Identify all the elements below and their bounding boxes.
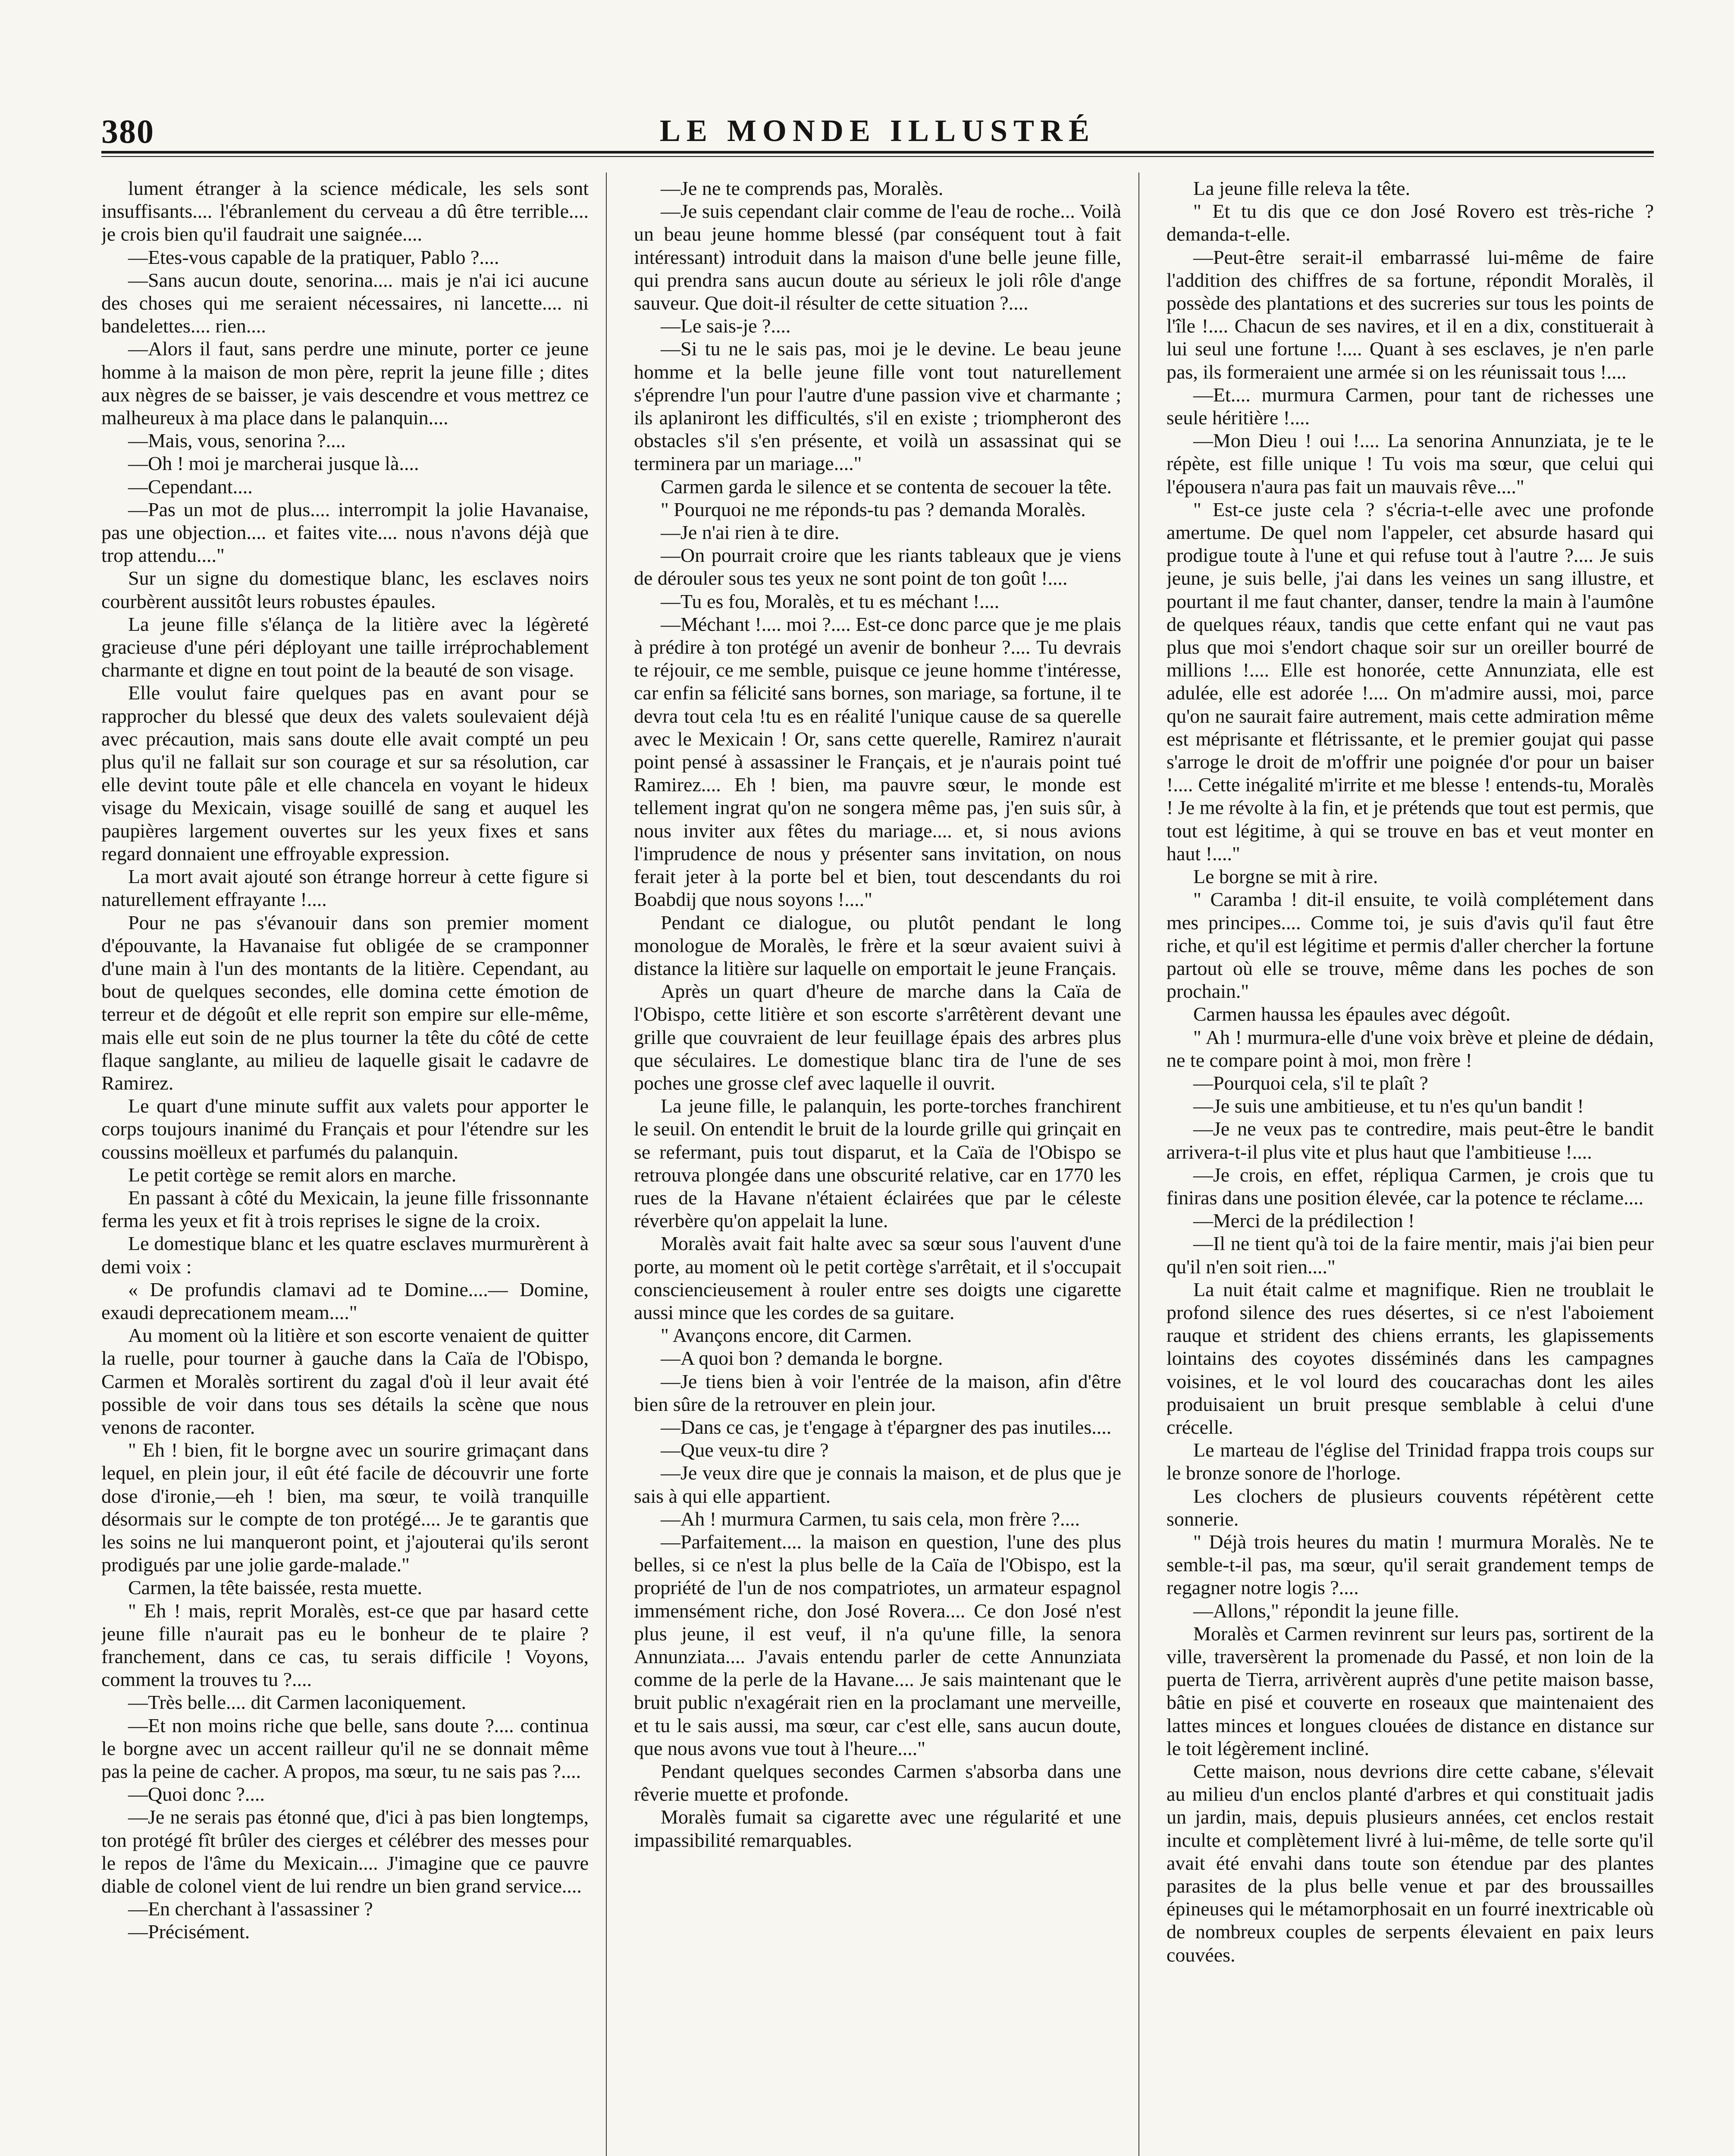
paragraph: " Avançons encore, dit Carmen. [661, 1324, 912, 1347]
paragraph: —Très belle.... dit Carmen laconiquement. [128, 1691, 466, 1714]
paragraph: —Je ne serais pas étonné que, d'ici à pas bien longtemps, ton protégé fît brûler des cierges et célébrer des messes pour le repos de l'âme du Mexicain.... J'imagine que ce pauvre diable de colonel vient de lui rendre un bien grand service.... [101, 1806, 589, 1897]
page-number: 380 [101, 113, 154, 150]
paragraph: —Ah ! murmura Carmen, tu sais cela, mon frère ?.... [661, 1507, 1080, 1530]
paragraph: —Allons," répondit la jeune fille. [1193, 1599, 1459, 1622]
paragraph: Carmen haussa les épaules avec dégoût. [1193, 1003, 1511, 1025]
paragraph: Sur un signe du domestique blanc, les esclaves noirs courbèrent aussitôt leurs robustes épaules. [101, 567, 589, 612]
paragraph: « De profundis clamavi ad te Domine....— Domine, exaudi deprecationem meam...." [101, 1278, 589, 1323]
paragraph: La jeune fille releva la tête. [1193, 177, 1411, 199]
paragraph: " Ah ! murmura-elle d'une voix brève et pleine de dédain, ne te compare point à moi, mon frère ! [1166, 1026, 1654, 1071]
paragraph: La jeune fille, le palanquin, les porte-torches franchirent le seuil. On entendit le bruit de la lourde grille qui grinçait en se refermant, puis tout disparut, et la Caïa de l'Obispo se retrouva plongée dans une obscurité relative, car en 1770 les rues de la Havane n'étaient éclairées que par le céleste réverbère qu'on appelait la lune. [634, 1095, 1121, 1232]
text-column-3 [1166, 177, 1654, 2156]
paragraph: Le domestique blanc et les quatre esclaves murmurèrent à demi voix : [101, 1232, 589, 1278]
paragraph: —En cherchant à l'assassiner ? [128, 1898, 373, 1920]
paragraph: —Il ne tient qu'à toi de la faire mentir, mais j'ai bien peur qu'il n'en soit rien...." [1166, 1232, 1654, 1278]
paragraph: —A quoi bon ? demanda le borgne. [661, 1347, 943, 1369]
paragraph: Carmen garda le silence et se contenta de secouer la tête. [661, 475, 1112, 498]
column-divider [606, 172, 607, 2156]
paragraph: Elle voulut faire quelques pas en avant pour se rapprocher du blessé que deux des valets soulevaient déjà avec précaution, mais sans doute elle avait compté un peu plus qu'il ne fallait sur son courage et sur sa résolution, car elle devint toute pâle et elle chancela en voyant le hideux visage du Mexicain, visage souillé de sang et auquel les paupières largement ouvertes sur les yeux fixes et sans regard donnaient une effroyable expression. [101, 682, 589, 865]
paragraph: " Et tu dis que ce don José Rovero est très-riche ? demanda-t-elle. [1166, 200, 1654, 245]
paragraph: Les clochers de plusieurs couvents répétèrent cette sonnerie. [1166, 1485, 1654, 1530]
paragraph: —Je crois, en effet, répliqua Carmen, je crois que tu finiras dans une position élevée, car la potence te réclame.... [1166, 1163, 1654, 1209]
paragraph: " Pourquoi ne me réponds-tu pas ? demanda Moralès. [661, 498, 1086, 520]
paragraph: —Je ne te comprends pas, Moralès. [661, 177, 944, 199]
paragraph: —Je suis une ambitieuse, et tu n'es qu'un bandit ! [1193, 1095, 1584, 1117]
header-rule-thin [101, 156, 1654, 157]
text-column-2 [634, 177, 1121, 2156]
paragraph: Cette maison, nous devrions dire cette cabane, s'élevait au milieu d'un enclos planté d'arbres et qui constituait jadis un jardin, mais, depuis plusieurs années, cet enclos restait inculte et complètement livré à lui-même, de telle sorte qu'il avait été envahi dans toute son étendue par des plantes parasites de la plus belle venue et par des broussailles épineuses qui le métamorphosait en un fourré inextricable où de nombreux couples de serpents élevaient en paix leurs couvées. [1166, 1760, 1654, 1966]
paragraph: Pendant quelques secondes Carmen s'absorba dans une rêverie muette et profonde. [634, 1760, 1121, 1805]
paragraph: " Eh ! bien, fit le borgne avec un sourire grimaçant dans lequel, en plein jour, il eût été facile de découvrir une forte dose d'ironie,—eh ! bien, ma sœur, te voilà tranquille désormais sur le compte de ton protégé.... Je te garantis que les soins ne lui manqueront point, et j'ajouterai qu'ils seront prodigués par une jolie garde-malade." [101, 1439, 589, 1576]
paragraph: —Si tu ne le sais pas, moi je le devine. Le beau jeune homme et la belle jeune fille vont tout naturellement s'éprendre l'un pour l'autre d'une passion vive et charmante ; ils aplaniront les difficultés, s'il en existe ; triompheront des obstacles s'il s'en présente, et voilà un assassinat qui se terminera par un mariage...." [634, 338, 1121, 475]
paragraph: Le quart d'une minute suffit aux valets pour apporter le corps toujours inanimé du Français et pour l'étendre sur les coussins moëlleux et parfumés du palanquin. [101, 1095, 589, 1163]
paragraph: —Mon Dieu ! oui !.... La senorina Annunziata, je te le répète, est fille unique ! Tu vois ma sœur, que celui qui l'épousera n'aura pas fait un mauvais rêve...." [1166, 429, 1654, 498]
paragraph: " Est-ce juste cela ? s'écria-t-elle avec une profonde amertume. De quel nom l'appeler, cet absurde hasard qui prodigue toute à l'une et qui refuse tout à l'autre ?.... Je suis jeune, je suis belle, j'ai dans les veines un sang illustre, et pourtant il me faut chanter, danser, tendre la main à l'aumône de quelques réaux, tandis que cette enfant qui ne vaut pas plus que moi s'endort chaque soir sur un oreiller bourré de millions !.... Elle est honorée, cette Annunziata, elle est adulée, elle est adorée !.... On m'admire aussi, moi, parce qu'on ne saurait faire autrement, mais cette admiration même est méprisante et flétrissante, et le premier goujat qui passe s'arroge le droit de m'offrir une poignée d'or pour un baiser !.... Cette inégalité m'irrite et me blesse ! entends-tu, Moralès ! Je me révolte à la fin, et je prétends que tout est permis, que tout est légitime, à qui se trouve en bas et veut monter en haut !...." [1166, 498, 1654, 865]
paragraph: —Cependant.... [128, 475, 253, 498]
paragraph: —Pourquoi cela, s'il te plaît ? [1193, 1072, 1428, 1094]
paragraph: —Méchant !.... moi ?.... Est-ce donc parce que je me plais à prédire à ton protégé un avenir de bonheur ?.... Tu devrais te réjouir, ce me semble, puisque ce jeune homme t'intéresse, car enfin sa félicité sans bornes, son mariage, sa fortune, il te devra tout cela !tu es en réalité l'unique cause de sa querelle avec le Mexicain ! Or, sans cette querelle, Ramirez n'aurait point pensé à assassiner le Français, et je n'aurais point tué Ramirez.... Eh ! bien, ma pauvre sœur, le monde est tellement ingrat qu'on ne songera même pas, j'en suis sûr, à nous inviter aux fêtes du mariage.... et, si nous avions l'imprudence de nous y présenter sans invitation, on nous ferait jeter à la porte bel et bien, tout descendants du roi Boabdij que nous soyons !...." [634, 613, 1121, 911]
header-rule [101, 151, 1654, 154]
paragraph: Le marteau de l'église del Trinidad frappa trois coups sur le bronze sonore de l'horloge. [1166, 1439, 1654, 1484]
paragraph: Moralès et Carmen revinrent sur leurs pas, sortirent de la ville, traversèrent la promenade du Passé, et non loin de la puerta de Tierra, arrivèrent auprès d'une petite maison basse, bâtie en pisé et couverte en roseaux que maintenaient des lattes minces et longues clouées de distance en distance sur le toit légèrement incliné. [1166, 1622, 1654, 1759]
column-divider [1138, 172, 1139, 2156]
paragraph: —Oh ! moi je marcherai jusque là.... [128, 452, 419, 475]
paragraph: " Eh ! mais, reprit Moralès, est-ce que par hasard cette jeune fille n'aurait pas eu le bonheur de te plaire ? franchement, dans ce cas, tu serais difficile ! Voyons, comment la trouves tu ?.... [101, 1599, 589, 1691]
paragraph: Moralès fumait sa cigarette avec une régularité et une impassibilité remarquables. [634, 1806, 1121, 1851]
paragraph: —Je ne veux pas te contredire, mais peut-être le bandit arrivera-t-il plus vite et plus haut que l'ambitieuse !.... [1166, 1118, 1654, 1163]
paragraph: —Je tiens bien à voir l'entrée de la maison, afin d'être bien sûre de la retrouver en plein jour. [634, 1370, 1121, 1415]
paragraph: —Le sais-je ?.... [661, 315, 791, 337]
paragraph: —Quoi donc ?.... [128, 1783, 265, 1805]
paragraph: Le borgne se mit à rire. [1193, 865, 1378, 888]
paragraph: —Etes-vous capable de la pratiquer, Pablo ?.... [128, 246, 499, 268]
paragraph: Après un quart d'heure de marche dans la Caïa de l'Obispo, cette litière et son escorte s'arrêtèrent devant une grille que couvraient de leur feuillage épais des arbres plus que séculaires. Le domestique blanc tira de l'une de ses poches une grosse clef avec laquelle il ouvrit. [634, 980, 1121, 1094]
page-header [101, 108, 1654, 155]
paragraph: —Précisément. [128, 1921, 250, 1943]
paragraph: Le petit cortège se remit alors en marche. [128, 1163, 457, 1186]
paragraph: —Je n'ai rien à te dire. [661, 521, 840, 544]
paragraph: —Merci de la prédilection ! [1193, 1210, 1415, 1232]
paragraph: —On pourrait croire que les riants tableaux que je viens de dérouler sous tes yeux ne sont point de ton goût !.... [634, 544, 1121, 589]
paragraph: —Je veux dire que je connais la maison, et de plus que je sais à qui elle appartient. [634, 1462, 1121, 1507]
paragraph: —Pas un mot de plus.... interrompit la jolie Havanaise, pas une objection.... et faites vite.... nous n'avons déjà que trop attendu...." [101, 498, 589, 567]
text-column-1 [101, 177, 589, 2156]
paragraph: —Alors il faut, sans perdre une minute, porter ce jeune homme à la maison de mon père, reprit la jeune fille ; dites aux nègres de se baisser, je vais descendre et vous mettrez ce malheureux à ma place dans le palanquin.... [101, 338, 589, 429]
paragraph: La nuit était calme et magnifique. Rien ne troublait le profond silence des rues désertes, si ce n'est l'aboiement rauque et strident des chiens errants, les glapissements lointains des coyotes disséminés dans les campagnes voisines, et le vol lourd des coucarachas dont les ailes produisaient un bruit presque semblable à celui d'une crécelle. [1166, 1278, 1654, 1438]
paragraph: —Sans aucun doute, senorina.... mais je n'ai ici aucune des choses qui me seraient nécessaires, ni lancette.... ni bandelettes.... rien.... [101, 269, 589, 337]
paragraph: —Je suis cependant clair comme de l'eau de roche... Voilà un beau jeune homme blessé (par conséquent tout à fait intéressant) introduit dans la maison d'une belle jeune fille, qui prendra sans aucun doute au sérieux le joli rôle d'ange sauveur. Que doit-il résulter de cette situation ?.... [634, 200, 1121, 314]
paragraph: —Que veux-tu dire ? [661, 1439, 829, 1461]
paragraph: Carmen, la tête baissée, resta muette. [128, 1576, 423, 1599]
paragraph: Moralès avait fait halte avec sa sœur sous l'auvent d'une porte, au moment où le petit cortège s'arrêtait, et il s'occupait consciencieusement à rouler entre ses doigts une cigarette aussi mince que les cordes de sa guitare. [634, 1232, 1121, 1323]
paragraph: —Mais, vous, senorina ?.... [128, 429, 346, 452]
paragraph: —Et non moins riche que belle, sans doute ?.... continua le borgne avec un accent railleur qu'il ne se donnait même pas la peine de cacher. A propos, ma sœur, tu ne sais pas ?.... [101, 1714, 589, 1783]
paragraph: Pendant ce dialogue, ou plutôt pendant le long monologue de Moralès, le frère et la sœur avaient suivi à distance la litière sur laquelle on emportait le jeune Français. [634, 911, 1121, 979]
paragraph: Au moment où la litière et son escorte venaient de quitter la ruelle, pour tourner à gauche dans la Caïa de l'Obispo, Carmen et Moralès sortirent du zagal d'où il leur avait été possible de voir dans tous ses détails la scène que nous venons de raconter. [101, 1324, 589, 1438]
paragraph: " Caramba ! dit-il ensuite, te voilà complétement dans mes principes.... Comme toi, je suis d'avis qu'il faut être riche, et qu'il est légitime et permis d'aller chercher la fortune partout où elle se trouve, même dans les poches de son prochain." [1166, 888, 1654, 1003]
paragraph: —Et.... murmura Carmen, pour tant de richesses une seule héritière !.... [1166, 383, 1654, 429]
paragraph: La mort avait ajouté son étrange horreur à cette figure si naturellement effrayante !.... [101, 865, 589, 911]
paragraph: La jeune fille s'élança de la litière avec la légèreté gracieuse d'une péri déployant une taille irréprochablement charmante et digne en tout point de la beauté de son visage. [101, 613, 589, 681]
paragraph: —Parfaitement.... la maison en question, l'une des plus belles, si ce n'est la plus belle de la Caïa de l'Obispo, est la propriété de l'un de nos compatriotes, un armateur espagnol immensément riche, don José Rovera.... Ce don José n'est plus jeune, il est veuf, il n'a qu'une fille, la senora Annunziata.... J'avais entendu parler de cette Annunziata comme de la perle de la Havane.... Je sais maintenant que le bruit public n'exagérait rien en la proclamant une merveille, et tu le sais aussi, ma sœur, car c'est elle, sans aucun doute, que nous avons vue tout à l'heure...." [634, 1530, 1121, 1759]
masthead-title: LE MONDE ILLUSTRÉ [659, 113, 1096, 148]
paragraph: —Tu es fou, Moralès, et tu es méchant !.... [661, 590, 1000, 612]
paragraph: Pour ne pas s'évanouir dans son premier moment d'épouvante, la Havanaise fut obligée de se cramponner d'une main à l'un des montants de la litière. Cependant, au bout de quelques secondes, elle domina cette émotion de terreur et de dégoût et elle reprit son empire sur elle-même, mais elle eut soin de ne plus tourner la tête du côté de cette flaque sanglante, au milieu de laquelle gisait le cadavre de Ramirez. [101, 911, 589, 1094]
paragraph: En passant à côté du Mexicain, la jeune fille frissonnante ferma les yeux et fit à trois reprises le signe de la croix. [101, 1186, 589, 1232]
paragraph: lument étranger à la science médicale, les sels sont insuffisants.... l'ébranlement du cerveau a dû être terrible.... je crois bien qu'il faudrait une saignée.... [101, 177, 589, 245]
paragraph: —Peut-être serait-il embarrassé lui-même de faire l'addition des chiffres de sa fortune, répondit Moralès, il possède des plantations et des sucreries sur tous les points de l'île !.... Chacun de ses navires, et il en a dix, constituerait à lui seul une fortune !.... Quant à ses esclaves, je n'en parle pas, ils formeraient une armée si on les réunissait tous !.... [1166, 246, 1654, 383]
paragraph: —Dans ce cas, je t'engage à t'épargner des pas inutiles.... [661, 1416, 1112, 1438]
paragraph: " Déjà trois heures du matin ! murmura Moralès. Ne te semble-t-il pas, ma sœur, qu'il serait grandement temps de regagner notre logis ?.... [1166, 1530, 1654, 1599]
